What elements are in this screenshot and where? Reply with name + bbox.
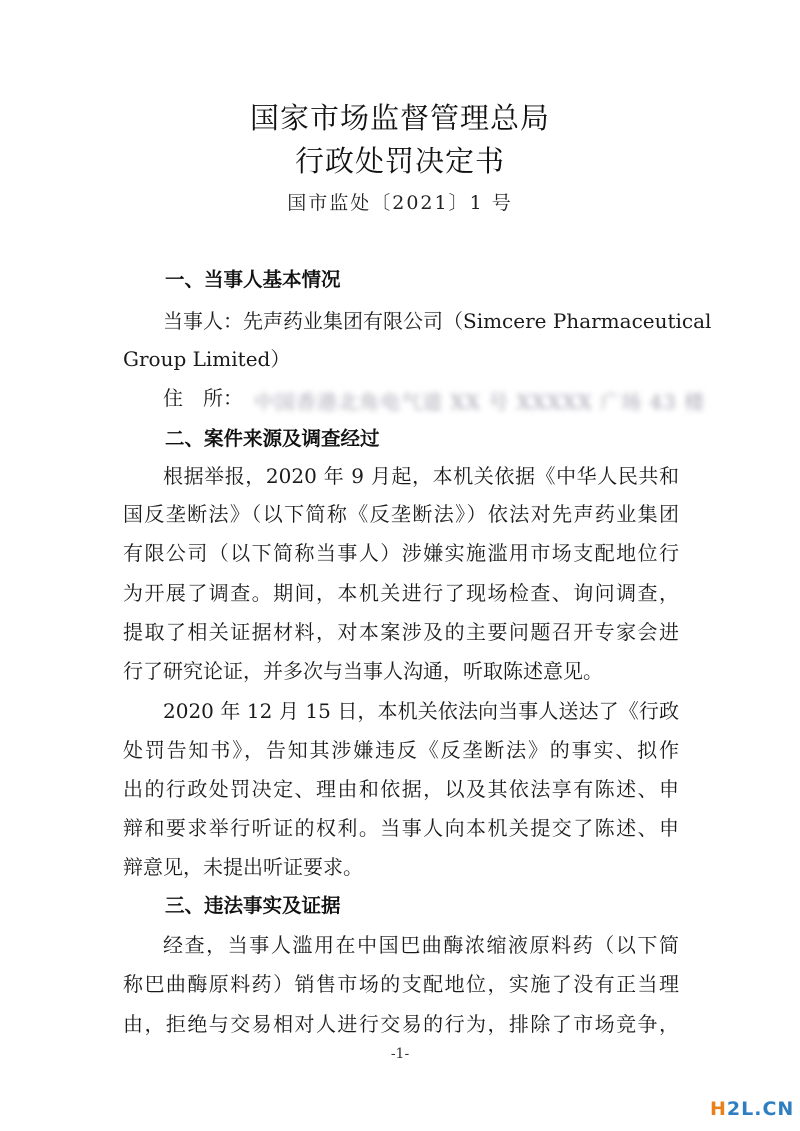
document-type-title: 行政处罚决定书 bbox=[294, 144, 505, 178]
section-heading-case-source: 二、案件来源及调查经过 bbox=[165, 427, 380, 450]
paragraph-line: 有限公司（以下简称当事人）涉嫌实施滥用市场支配地位行 bbox=[123, 541, 679, 565]
paragraph-line: 提取了相关证据材料，对本案涉及的主要问题召开专家会进 bbox=[123, 620, 679, 644]
paragraph-line: 根据举报，2020 年 9 月起，本机关依据《中华人民共和 bbox=[163, 464, 679, 488]
paragraph-line: 处罚告知书》，告知其涉嫌违反《反垄断法》的事实、拟作 bbox=[123, 738, 679, 762]
site-watermark-logo: H2L.CN bbox=[710, 1098, 795, 1120]
paragraph-line: 由，拒绝与交易相对人进行交易的行为，排除了市场竞争， bbox=[123, 1012, 679, 1036]
paragraph-line: 辩意见，未提出听证要求。 bbox=[123, 855, 363, 879]
document-number: 国市监处〔2021〕1 号 bbox=[287, 192, 513, 214]
paragraph-line: 国反垄断法》（以下简称《反垄断法》）依法对先声药业集团 bbox=[123, 502, 679, 526]
party-name-line-2: Group Limited） bbox=[123, 347, 291, 371]
paragraph-line: 为开展了调查。期间，本机关进行了现场检查、询问调查， bbox=[123, 581, 679, 605]
paragraph-line: 2020 年 12 月 15 日，本机关依法向当事人送达了《行政 bbox=[163, 699, 679, 723]
paragraph-line: 称巴曲酶原料药）销售市场的支配地位，实施了没有正当理 bbox=[123, 972, 679, 996]
agency-title: 国家市场监督管理总局 bbox=[249, 101, 550, 135]
address-label: 住 所： bbox=[163, 386, 243, 410]
paragraph-line: 出的行政处罚决定、理由和依据，以及其依法享有陈述、申 bbox=[123, 777, 679, 801]
party-name-line-1: 当事人：先声药业集团有限公司（Simcere Pharmaceutical bbox=[163, 309, 712, 333]
section-heading-party-info: 一、当事人基本情况 bbox=[165, 268, 341, 291]
paragraph-line: 辩和要求举行听证的权利。当事人向本机关提交了陈述、申 bbox=[123, 816, 679, 840]
paragraph-line: 行了研究论证，并多次与当事人沟通，听取陈述意见。 bbox=[123, 659, 603, 683]
paragraph-line: 经查，当事人滥用在中国巴曲酶浓缩液原料药（以下简 bbox=[163, 933, 679, 957]
section-heading-facts-evidence: 三、违法事实及证据 bbox=[165, 894, 341, 917]
address-value-redacted: 中国香港北角电气道 XX 号 XXXXX 广场 43 楼 bbox=[254, 390, 706, 414]
page-number: -1- bbox=[390, 1046, 410, 1062]
